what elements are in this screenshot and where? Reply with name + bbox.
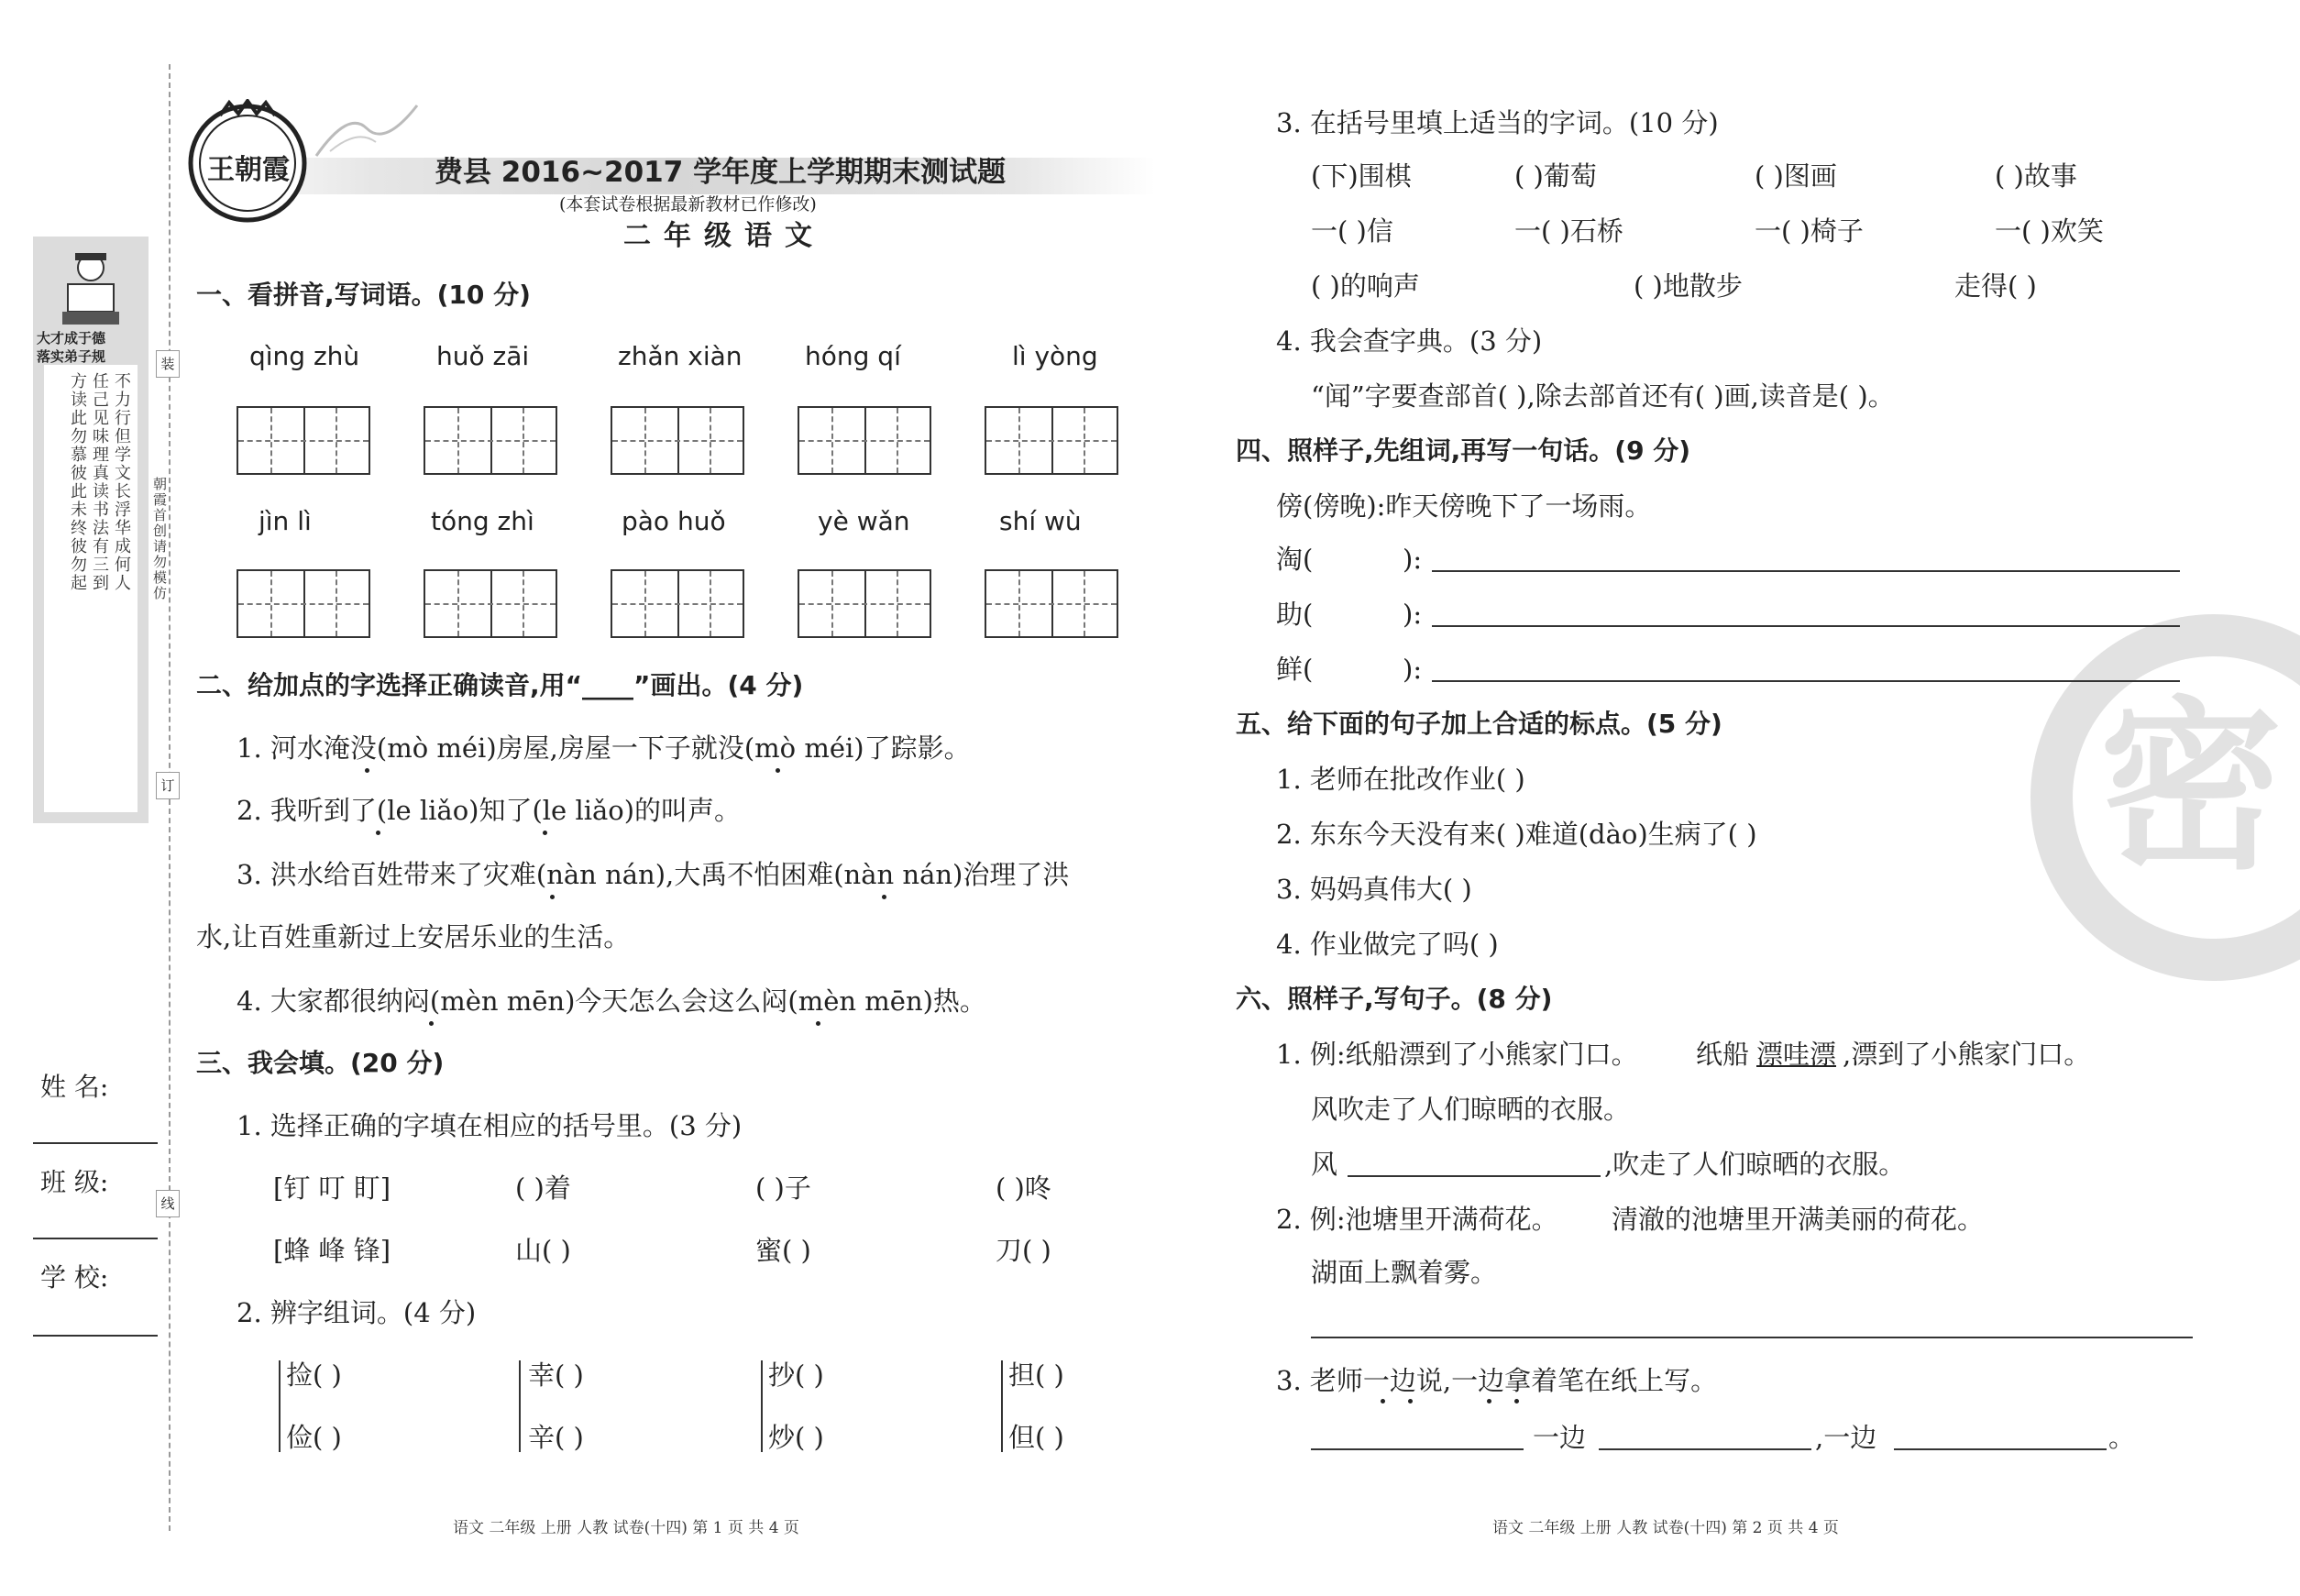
binding-tag-3: 线 (156, 1190, 180, 1217)
s6-example-1b-pre: 纸船 (1696, 1039, 1750, 1070)
s6-q2-sentence: 湖面上飘着雾。 (1311, 1257, 1498, 1288)
s3-row1-choices: [钉 叮 盯] (273, 1172, 391, 1204)
q3-row3-1: ( )的响声 (1311, 270, 1420, 302)
motto-text-panel (44, 365, 138, 812)
s3-row2-blank-2: 蜜( ) (755, 1235, 811, 1266)
s6-q3-word-1: 一边 (1533, 1422, 1587, 1453)
s6-q1-answer-post: ,吹走了人们晾晒的衣服。 (1604, 1149, 1906, 1180)
s4-item-1-close: ): (1403, 544, 1423, 575)
pair-3b: 炒( ) (768, 1422, 824, 1453)
writing-box-5[interactable] (985, 406, 1118, 475)
writing-box-9[interactable] (798, 569, 931, 638)
pair-bracket (1001, 1360, 1003, 1452)
s6-example-2: 2. 例:池塘里开满荷花。 (1276, 1204, 1558, 1235)
slogan-2: 落实弟子规 (37, 348, 106, 365)
binding-tag-1: 装 (156, 350, 180, 378)
emphasis-dot (882, 895, 886, 899)
writing-box-1[interactable] (237, 406, 370, 475)
s5-item-4: 4. 作业做完了吗( ) (1276, 929, 1499, 960)
logo-text: 王朝霞 (207, 154, 290, 186)
s4-item-1: 淘( (1276, 544, 1314, 575)
slogan-1: 大才成于德 (37, 330, 106, 347)
s6-q1-answer-pre: 风 (1311, 1149, 1338, 1180)
s3-row1-blank-1: ( )着 (515, 1172, 571, 1204)
q3-row2-4: 一( )欢笑 (1995, 215, 2104, 247)
footer-page-1: 语文 二年级 上册 人教 试卷(十四) 第 1 页 共 4 页 (453, 1519, 799, 1537)
motto-col-3: 方读此勿慕彼此未终彼勿起 (68, 372, 87, 592)
scholar-figure-icon (59, 248, 123, 330)
emphasis-dot (1381, 1399, 1385, 1403)
s2-question-3a: 3. 洪水给百姓带来了灾难(nàn nán),大禹不怕困难(nàn nán)治理了洪 (237, 859, 1070, 890)
pinyin-9: yè wǎn (818, 506, 910, 536)
s3-row1-blank-2: ( )子 (755, 1172, 811, 1204)
pair-2a: 幸( ) (528, 1359, 584, 1391)
emphasis-dot (1514, 1399, 1519, 1403)
s6-q3-end: 。 (2108, 1422, 2136, 1453)
emphasis-dot (1487, 1399, 1491, 1403)
s2-question-3b: 水,让百姓重新过上安居乐业的生活。 (196, 921, 631, 952)
motto-col-2: 任己见味理真读书法有三到 (90, 372, 109, 592)
pinyin-10: shí wù (999, 506, 1082, 536)
s4-answer-line-3[interactable] (1432, 680, 2180, 682)
s3-row1-blank-3: ( )咚 (996, 1172, 1051, 1204)
s5-item-1: 1. 老师在批改作业( ) (1276, 764, 1525, 795)
s6-example-3: 3. 老师一边说,一边拿着笔在纸上写。 (1276, 1365, 1718, 1396)
s6-q3-word-2: ,一边 (1815, 1422, 1877, 1453)
s4-item-3-close: ): (1403, 654, 1423, 685)
watermark-glyph: 密 (2099, 681, 2283, 895)
section-3-heading: 三、我会填。(20 分) (196, 1048, 445, 1078)
pair-1a: 捡( ) (286, 1359, 342, 1391)
s6-example-1b-post: ,漂到了小熊家门口。 (1843, 1039, 2091, 1070)
ribbon-icon (312, 101, 422, 165)
s5-item-3: 3. 妈妈真伟大( ) (1276, 874, 1472, 905)
exam-title: 费县 2016~2017 学年度上学期期末测试题 (435, 156, 1007, 189)
s6-q1-answer-line[interactable] (1348, 1175, 1601, 1177)
writing-box-8[interactable] (611, 569, 744, 638)
pinyin-8: pào huǒ (622, 506, 726, 536)
s4-answer-line-1[interactable] (1432, 570, 2180, 572)
pair-4a: 担( ) (1008, 1359, 1064, 1391)
s2-question-2: 2. 我听到了(le liǎo)知了(le liǎo)的叫声。 (237, 795, 742, 826)
s6-example-1: 1. 例:纸船漂到了小熊家门口。 (1276, 1039, 1638, 1070)
writing-box-10[interactable] (985, 569, 1118, 638)
pinyin-2: huǒ zāi (436, 341, 530, 371)
emphasis-dot (776, 768, 780, 773)
q3-row2-2: 一( )石桥 (1514, 215, 1623, 247)
exam-subject: 二年级语文 (623, 220, 825, 252)
q3-row1-3: ( )图画 (1755, 160, 1837, 192)
section-2-heading: 二、给加点的字选择正确读音,用“____”画出。(4 分) (196, 670, 804, 700)
original-note: 朝霞首创请勿模仿 (151, 477, 168, 601)
writing-box-6[interactable] (237, 569, 370, 638)
pinyin-1: qìng zhù (249, 341, 360, 371)
q4-heading: 4. 我会查字典。(3 分) (1276, 325, 1543, 357)
q3-row2-1: 一( )信 (1311, 215, 1393, 247)
q3-row1-1: (下)围棋 (1311, 160, 1412, 192)
pinyin-7: tóng zhì (431, 506, 534, 536)
pair-bracket (761, 1360, 763, 1452)
name-field[interactable] (33, 1142, 158, 1144)
s6-q3-answer-line-1[interactable] (1311, 1448, 1524, 1450)
pair-2b: 辛( ) (528, 1422, 584, 1453)
q3-heading: 3. 在括号里填上适当的字词。(10 分) (1276, 107, 1719, 138)
s3-row2-choices: [蜂 峰 锋] (273, 1235, 391, 1266)
pinyin-5: lì yòng (1012, 341, 1098, 371)
s3-row2-blank-3: 刀( ) (996, 1235, 1051, 1266)
q3-row1-2: ( )葡萄 (1514, 160, 1597, 192)
s6-q3-answer-line-2[interactable] (1599, 1448, 1811, 1450)
s5-item-2: 2. 东东今天没有来( )难道(dào)生病了( ) (1276, 819, 1757, 850)
writing-box-7[interactable] (424, 569, 557, 638)
s4-example: 傍(傍晚):昨天傍晚下了一场雨。 (1276, 490, 1652, 522)
binding-tag-2: 订 (156, 772, 180, 799)
pair-bracket (519, 1360, 521, 1452)
q3-row2-3: 一( )椅子 (1755, 215, 1864, 247)
exam-note: (本套试卷根据最新教材已作修改) (559, 194, 817, 215)
pinyin-4: hóng qí (805, 341, 901, 371)
school-label: 学 校: (40, 1262, 109, 1293)
s6-q3-answer-line-3[interactable] (1894, 1448, 2107, 1450)
q4-text: “闻”字要查部首( ),除去部首还有( )画,读音是( )。 (1311, 380, 1895, 412)
s2-question-1: 1. 河水淹没(mò méi)房屋,房屋一下子就没(mò méi)了踪影。 (237, 732, 971, 764)
pair-bracket (279, 1360, 281, 1452)
pair-3a: 抄( ) (768, 1359, 824, 1391)
writing-box-2[interactable] (424, 406, 557, 475)
q3-row1-4: ( )故事 (1995, 160, 2077, 192)
emphasis-dot (543, 831, 547, 835)
s3-question-1: 1. 选择正确的字填在相应的括号里。(3 分) (237, 1110, 743, 1141)
emphasis-dot (816, 1021, 820, 1026)
s6-q1-sentence: 风吹走了人们晾晒的衣服。 (1311, 1094, 1631, 1125)
q3-row3-3: 走得( ) (1954, 270, 2037, 302)
emphasis-dot (376, 831, 380, 835)
sidebar-motto-box (33, 237, 149, 823)
s6-example-2b: 清澈的池塘里开满美丽的荷花。 (1612, 1204, 1985, 1235)
emphasis-dot (365, 768, 369, 773)
writing-box-3[interactable] (611, 406, 744, 475)
motto-col-1: 不力行但学文长浮华成何人 (112, 372, 131, 592)
pair-1b: 俭( ) (286, 1422, 342, 1453)
name-label: 姓 名: (40, 1072, 109, 1102)
class-label: 班 级: (40, 1167, 109, 1197)
school-field[interactable] (33, 1335, 158, 1337)
s2-question-4: 4. 大家都很纳闷(mèn mēn)今天怎么会这么闷(mèn mēn)热。 (237, 985, 986, 1017)
s3-question-2: 2. 辨字组词。(4 分) (237, 1297, 477, 1328)
section-6-heading: 六、照样子,写句子。(8 分) (1236, 984, 1553, 1014)
s4-answer-line-2[interactable] (1432, 625, 2180, 627)
pinyin-3: zhǎn xiàn (618, 341, 743, 371)
section-4-heading: 四、照样子,先组词,再写一句话。(9 分) (1236, 435, 1691, 466)
s6-example-1b-underline: 漂哇漂 (1756, 1039, 1837, 1070)
s6-q2-answer-line[interactable] (1311, 1337, 2193, 1338)
section-1-heading: 一、看拼音,写词语。(10 分) (196, 280, 531, 310)
s4-item-2: 助( (1276, 599, 1314, 630)
class-field[interactable] (33, 1238, 158, 1239)
s3-row2-blank-1: 山( ) (515, 1235, 571, 1266)
s4-item-2-close: ): (1403, 599, 1423, 630)
pair-4b: 但( ) (1008, 1422, 1064, 1453)
writing-box-4[interactable] (798, 406, 931, 475)
q3-row3-2: ( )地散步 (1634, 270, 1743, 302)
pinyin-6: jìn lì (259, 506, 312, 536)
emphasis-dot (429, 1021, 434, 1026)
s4-item-3: 鲜( (1276, 654, 1314, 685)
emphasis-dot (1408, 1399, 1413, 1403)
footer-page-2: 语文 二年级 上册 人教 试卷(十四) 第 2 页 共 4 页 (1492, 1519, 1839, 1537)
emphasis-dot (550, 895, 555, 899)
section-5-heading: 五、给下面的句子加上合适的标点。(5 分) (1236, 709, 1722, 739)
